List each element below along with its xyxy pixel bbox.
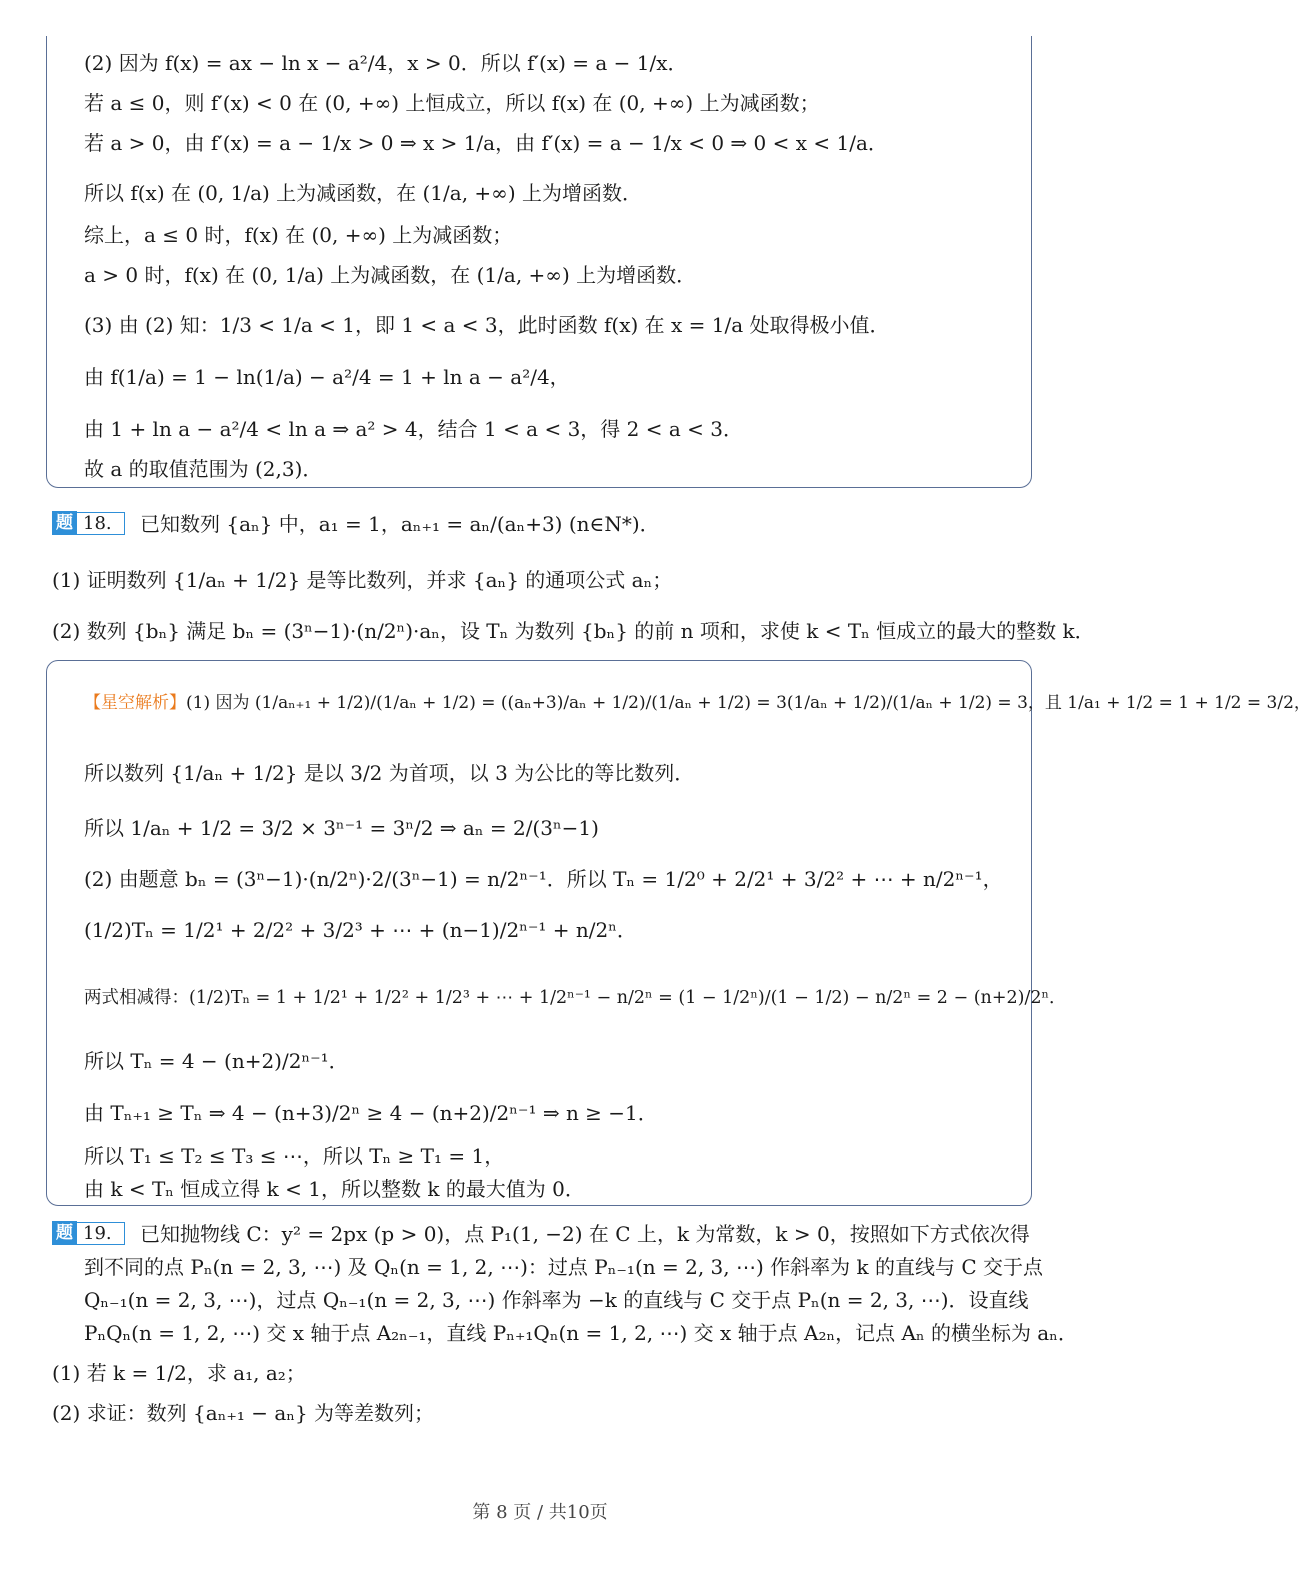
s17-line-4: 所以 f(x) 在 (0, 1/a) 上为减函数，在 (1/a, +∞) 上为增函数．	[84, 181, 642, 205]
s18-line-1	[84, 690, 1311, 716]
s18-line-10: 由 k < Tₙ 恒成立得 k < 1，所以整数 k 的最大值为 0．	[84, 1177, 585, 1201]
page-footer: 第 8 页 / 共10页	[472, 1502, 608, 1523]
s17-line-8: 由 f(1/a) = 1 − ln(1/a) − a²/4 = 1 + ln a − a²/4，	[84, 365, 570, 389]
q19-stem-line-2: 到不同的点 Pₙ(n = 2, 3, ⋯) 及 Qₙ(n = 1, 2, ⋯)：过点 Pₙ₋₁(n = 2, 3, ⋯) 作斜率为 k 的直线与 C 交于点	[84, 1255, 1043, 1279]
q19-stem-line-4: PₙQₙ(n = 1, 2, ⋯) 交 x 轴于点 A₂ₙ₋₁，直线 Pₙ₊₁Qₙ(n = 1, 2, ⋯) 交 x 轴于点 A₂ₙ，记点 Aₙ 的横坐标为 aₙ．	[84, 1321, 1078, 1345]
s18-line-9: 所以 T₁ ≤ T₂ ≤ T₃ ≤ ⋯，所以 Tₙ ≥ T₁ = 1，	[84, 1144, 505, 1168]
question-number: 18.	[77, 512, 125, 535]
s18-line-6: 两式相减得：(1/2)Tₙ = 1 + 1/2¹ + 1/2² + 1/2³ + ⋯ + 1/2ⁿ⁻¹ − n/2ⁿ = (1 − 1/2ⁿ)/(1 − 1/2) − n/2ⁿ = 2 − (n+2)/2ⁿ．	[84, 988, 1067, 1008]
question-18-badge	[52, 511, 125, 535]
s17-line-2: 若 a ≤ 0，则 f′(x) < 0 在 (0, +∞) 上恒成立，所以 f(x) 在 (0, +∞) 上为减函数；	[84, 91, 820, 115]
q19-part-1: (1) 若 k = 1/2，求 a₁, a₂；	[52, 1361, 306, 1385]
s17-line-7: (3) 由 (2) 知：1/3 < 1/a < 1，即 1 < a < 3，此时函数 f(x) 在 x = 1/a 处取得极小值．	[84, 313, 890, 337]
s17-line-10: 故 a 的取值范围为 (2,3)．	[84, 457, 323, 481]
question-tag: 题	[52, 511, 77, 535]
s18-line-1-text: (1) 因为 (1/aₙ₊₁ + 1/2)/(1/aₙ + 1/2) = ((aₙ+3)/aₙ + 1/2)/(1/aₙ + 1/2) = 3(1/aₙ + 1/2)/(1/aₙ + 1/2) = 3，且 1/a₁ + 1/2 = 1 + 1/2 = 3/2，	[186, 693, 1311, 713]
q19-stem-line-1: 已知抛物线 C：y² = 2px (p > 0)，点 P₁(1, −2) 在 C 上，k 为常数，k > 0，按照如下方式依次得	[140, 1222, 1030, 1246]
s17-line-6: a > 0 时，f(x) 在 (0, 1/a) 上为减函数，在 (1/a, +∞) 上为增函数．	[84, 263, 697, 287]
solution-label: 【星空解析】	[84, 693, 186, 713]
s17-line-9: 由 1 + ln a − a²/4 < ln a ⇒ a² > 4，结合 1 < a < 3，得 2 < a < 3．	[84, 417, 743, 441]
s18-line-4: (2) 由题意 bₙ = (3ⁿ−1)·(n/2ⁿ)·2/(3ⁿ−1) = n/2ⁿ⁻¹．所以 Tₙ = 1/2⁰ + 2/2¹ + 3/2² + ⋯ + n/2ⁿ⁻¹，	[84, 867, 1003, 891]
q18-part-2: (2) 数列 {bₙ} 满足 bₙ = (3ⁿ−1)·(n/2ⁿ)·aₙ，设 Tₙ 为数列 {bₙ} 的前 n 项和，求使 k < Tₙ 恒成立的最大的整数 k．	[52, 619, 1095, 643]
question-number: 19.	[77, 1222, 125, 1245]
question-19-badge	[52, 1221, 125, 1245]
s18-line-2: 所以数列 {1/aₙ + 1/2} 是以 3/2 为首项，以 3 为公比的等比数列．	[84, 761, 695, 785]
q18-part-1: (1) 证明数列 {1/aₙ + 1/2} 是等比数列，并求 {aₙ} 的通项公式 aₙ；	[52, 568, 673, 592]
s17-line-3: 若 a > 0，由 f′(x) = a − 1/x > 0 ⇒ x > 1/a，由 f′(x) = a − 1/x < 0 ⇒ 0 < x < 1/a．	[84, 131, 888, 155]
s18-line-8: 由 Tₙ₊₁ ≥ Tₙ ⇒ 4 − (n+3)/2ⁿ ≥ 4 − (n+2)/2ⁿ⁻¹ ⇒ n ≥ −1．	[84, 1101, 658, 1125]
s18-line-7: 所以 Tₙ = 4 − (n+2)/2ⁿ⁻¹．	[84, 1049, 349, 1073]
s17-line-5: 综上，a ≤ 0 时，f(x) 在 (0, +∞) 上为减函数；	[84, 223, 513, 247]
s18-line-3: 所以 1/aₙ + 1/2 = 3/2 × 3ⁿ⁻¹ = 3ⁿ/2 ⇒ aₙ = 2/(3ⁿ−1)	[84, 816, 599, 840]
q19-stem-line-3: Qₙ₋₁(n = 2, 3, ⋯)，过点 Qₙ₋₁(n = 2, 3, ⋯) 作斜率为 −k 的直线与 C 交于点 Pₙ(n = 2, 3, ⋯)．设直线	[84, 1288, 1029, 1312]
s17-line-1: (2) 因为 f(x) = ax − ln x − a²/4，x > 0．所以 f′(x) = a − 1/x．	[84, 51, 688, 75]
s18-line-5: (1/2)Tₙ = 1/2¹ + 2/2² + 3/2³ + ⋯ + (n−1)/2ⁿ⁻¹ + n/2ⁿ．	[84, 918, 637, 942]
q19-part-2: (2) 求证：数列 {aₙ₊₁ − aₙ} 为等差数列；	[52, 1401, 435, 1425]
q18-stem: 已知数列 {aₙ} 中，a₁ = 1，aₙ₊₁ = aₙ/(aₙ+3) (n∈N*)．	[140, 512, 660, 536]
question-tag: 题	[52, 1221, 77, 1245]
